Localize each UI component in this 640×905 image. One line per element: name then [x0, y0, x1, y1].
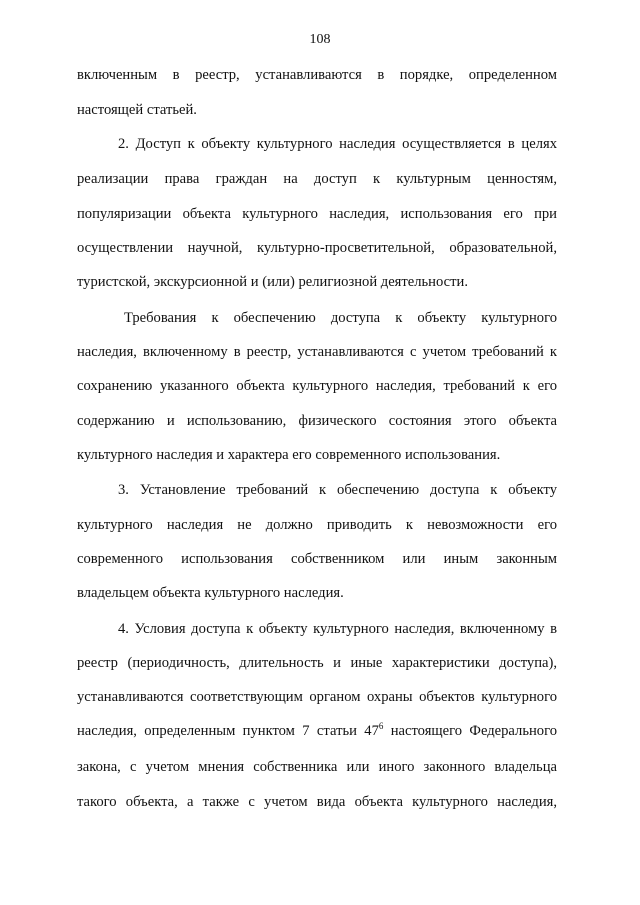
text-line: сохранению указанного объекта культурного наследия, требований к его: [77, 378, 557, 394]
text-line: содержанию и использованию, физического состояния этого объекта: [77, 413, 557, 429]
text-line: такого объекта, а также с учетом вида объекта культурного наследия,: [77, 794, 557, 810]
text-line: закона, с учетом мнения собственника или иного законного владельца: [77, 759, 557, 775]
page-number: 108: [309, 32, 331, 47]
text-line-with-superscript: [77, 722, 557, 740]
text-line: 3. Установление требований к обеспечению доступа к объекту: [118, 482, 557, 498]
text-after-sup: настоящего Федерального: [383, 723, 557, 739]
text-line: Требования к обеспечению доступа к объекту культурного: [124, 310, 557, 326]
text-line: популяризации объекта культурного наследия, использования его при: [77, 206, 557, 222]
text-line: культурного наследия и характера его современного использования.: [77, 447, 501, 463]
text-line: устанавливаются соответствующим органом охраны объектов культурного: [77, 689, 557, 705]
text-line: 4. Условия доступа к объекту культурного наследия, включенному в: [118, 621, 557, 637]
text-line: наследия, включенному в реестр, устанавливаются с учетом требований к: [77, 344, 557, 360]
text-line: культурного наследия не должно приводить к невозможности его: [77, 517, 557, 533]
text-line: владельцем объекта культурного наследия.: [77, 585, 344, 601]
text-line: реестр (периодичность, длительность и иные характеристики доступа),: [77, 655, 557, 671]
text-line: включенным в реестр, устанавливаются в порядке, определенном: [77, 67, 557, 83]
text-line: 2. Доступ к объекту культурного наследия осуществляется в целях: [118, 136, 557, 152]
text-before-sup: наследия, определенным пунктом 7 статьи 47: [77, 723, 379, 739]
text-line: настоящей статьей.: [77, 102, 197, 118]
text-line: осуществлении научной, культурно-просветительной, образовательной,: [77, 240, 557, 256]
text-line: современного использования собственником или иным законным: [77, 551, 557, 567]
text-line: туристской, экскурсионной и (или) религиозной деятельности.: [77, 274, 468, 290]
superscript: 6: [378, 721, 384, 731]
text-line: реализации права граждан на доступ к культурным ценностям,: [77, 171, 557, 187]
